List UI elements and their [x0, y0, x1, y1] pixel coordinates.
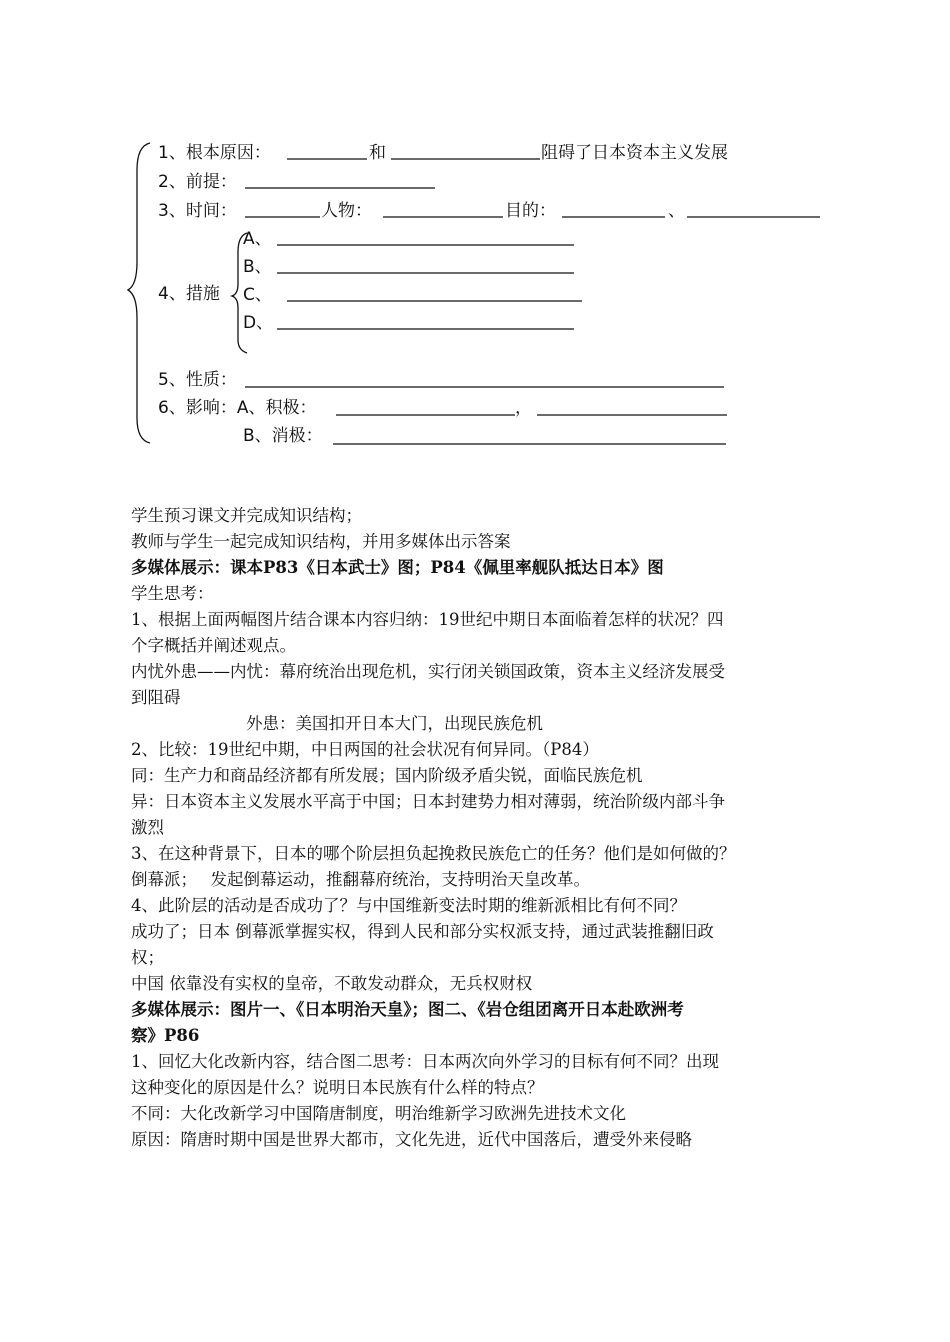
answer-line: 同：生产力和商品经济都有所发展；国内阶级矛盾尖锐，面临民族危机: [131, 766, 643, 785]
question-line: 4、此阶层的活动是否成功了？与中国维新变法时期的维新派相比有何不同？: [131, 896, 686, 915]
item1-and: 和: [369, 143, 386, 163]
measure-a-label: A、: [243, 229, 272, 249]
text-line: 学生预习课文并完成知识结构；: [131, 506, 362, 525]
item3-time: 3、时间：: [158, 201, 237, 221]
question-line: 1、回忆大化改新内容，结合图二思考：日本两次向外学习的目标有何不同？出现: [131, 1052, 719, 1071]
item3-sep: 、: [668, 201, 685, 221]
measure-b-label: B、: [243, 257, 272, 277]
multimedia-heading: 察》P86: [131, 1026, 200, 1045]
measure-c-label: C、: [243, 285, 272, 305]
text-line: 教师与学生一起完成知识结构，并用多媒体出示答案: [131, 532, 511, 551]
item5-label: 5、性质：: [158, 370, 237, 390]
text-line: 学生思考：: [131, 584, 214, 603]
question-line: 2、比较：19世纪中期，中日两国的社会状况有何异同。（P84）: [131, 740, 599, 759]
question-line: 3、在这种背景下，日本的哪个阶层担负起挽救民族危亡的任务？他们是如何做的？: [131, 844, 736, 863]
question-line: 这种变化的原因是什么？说明日本民族有什么样的特点？: [131, 1078, 544, 1097]
answer-line: 外患：美国扣开日本大门，出现民族危机: [246, 714, 543, 733]
question-line: 个字概括并阐述观点。: [131, 636, 296, 655]
item6-comma: ，: [515, 398, 532, 418]
answer-line: 异：日本资本主义发展水平高于中国；日本封建势力相对薄弱，统治阶级内部斗争: [131, 792, 725, 811]
item6-b-label: B、消极：: [243, 426, 323, 446]
item3-person: 人物：: [321, 201, 372, 221]
item1-suffix: 阻碍了日本资本主义发展: [541, 143, 728, 163]
answer-line: 到阻碍: [131, 688, 181, 707]
multimedia-heading: 多媒体展示：图片一、《日本明治天皇》；图二、《岩仓组团离开日本赴欧洲考: [131, 1000, 684, 1019]
answer-line: 权；: [131, 948, 164, 967]
answer-line: 原因：隋唐时期中国是世界大都市，文化先进，近代中国落后，遭受外来侵略: [131, 1130, 692, 1149]
answer-line: 不同：大化改新学习中国隋唐制度，明治维新学习欧洲先进技术文化: [131, 1104, 626, 1123]
answer-line: 内忧外患——内忧：幕府统治出现危机，实行闭关锁国政策，资本主义经济发展受: [131, 662, 725, 681]
item6-label: 6、影响：A、积极：: [158, 398, 317, 418]
item1-prefix: 1、根本原因：: [158, 143, 271, 163]
item3-purpose: 目的：: [505, 201, 556, 221]
measure-d-label: D、: [243, 313, 274, 333]
answer-line: 倒幕派； 发起倒幕运动，推翻幕府统治，支持明治天皇改革。: [131, 870, 590, 889]
answer-line: 中国 依靠没有实权的皇帝，不敢发动群众，无兵权财权: [131, 974, 533, 993]
answer-line: 激烈: [131, 818, 164, 837]
lesson-body-text: [131, 503, 831, 1153]
item4-label: 4、措施: [158, 284, 220, 304]
outer-brace: [128, 143, 150, 443]
question-line: 1、根据上面两幅图片结合课本内容归纳：19世纪中期日本面临着怎样的状况？四: [131, 610, 724, 629]
knowledge-structure-outline: [0, 0, 950, 470]
answer-line: 成功了；日本 倒幕派掌握实权，得到人民和部分实权派支持，通过武装推翻旧政: [131, 922, 714, 941]
multimedia-heading: 多媒体展示：课本P83《日本武士》图；P84《佩里率舰队抵达日本》图: [131, 558, 664, 577]
item2-label: 2、前提：: [158, 172, 237, 192]
